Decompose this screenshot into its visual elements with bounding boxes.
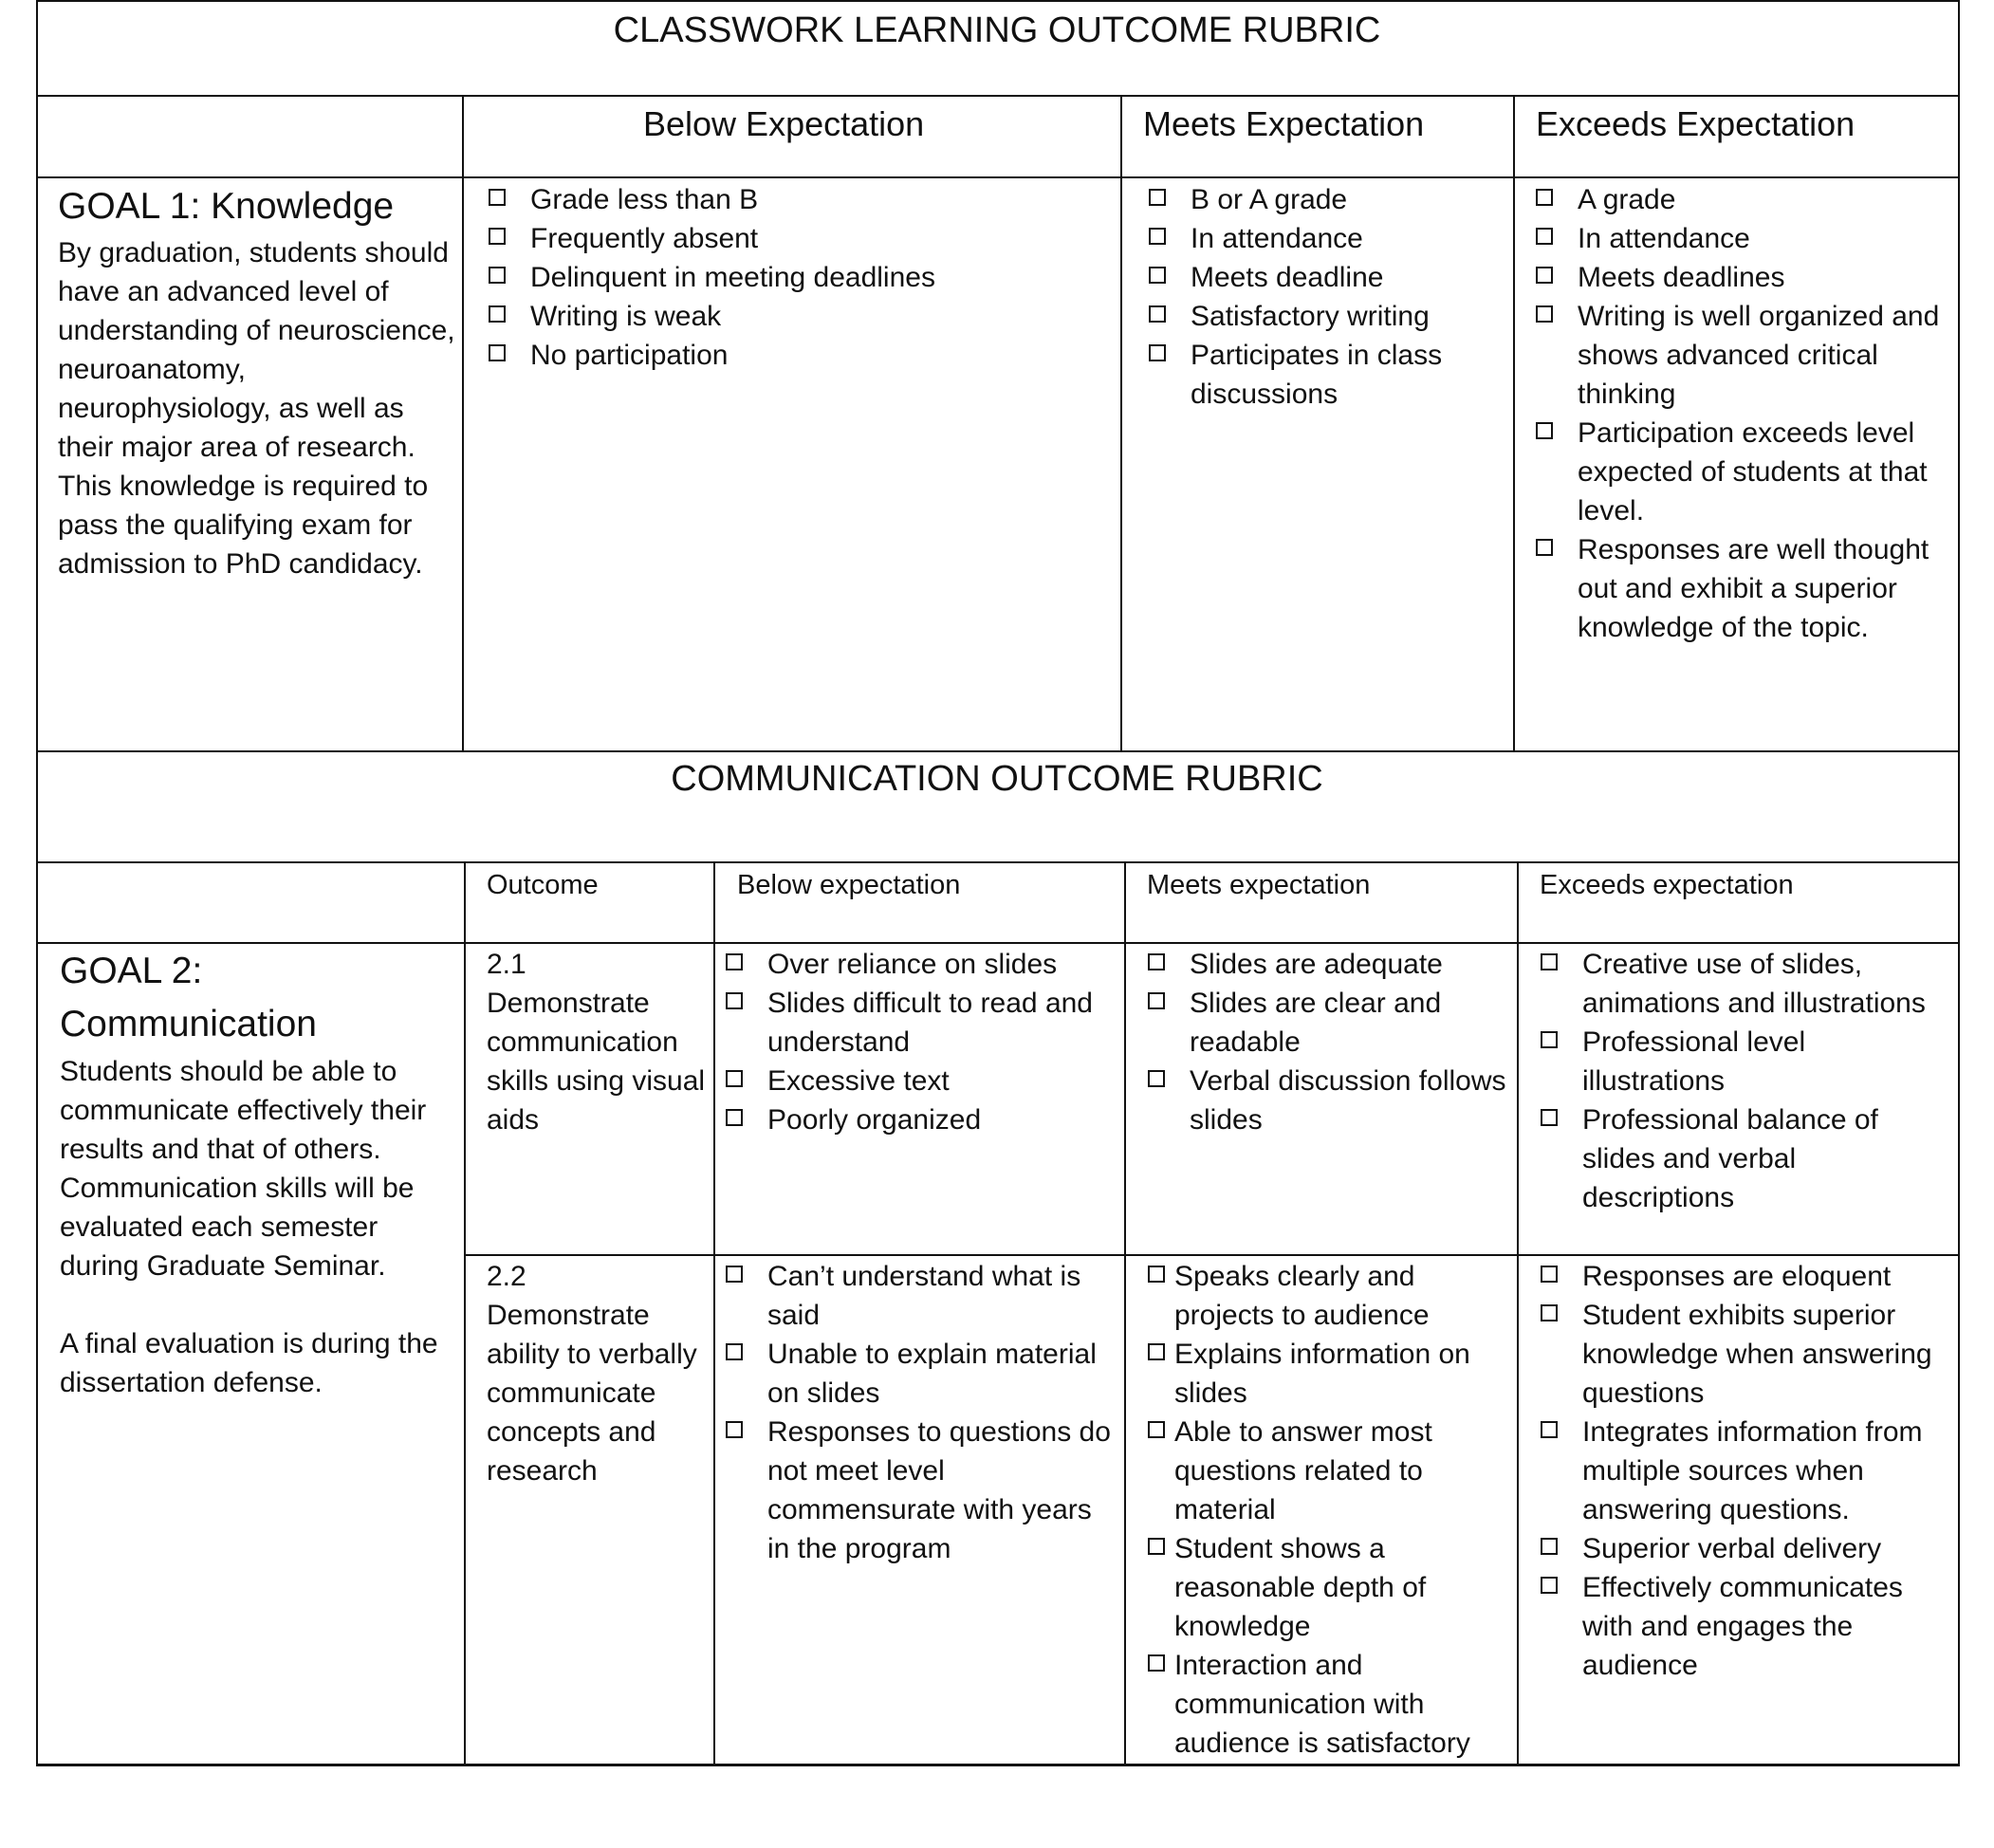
checklist-item-text: Able to answer most questions related to material (1174, 1416, 1432, 1525)
outcome-2-1-number: 2.1 (487, 949, 526, 980)
goal1-description: By graduation, students should have an advanced level of understanding of neuroscience, neuroanatomy, neurophysiology, as well as their major area of research. This knowledge is required to pass the qualifying exam for admission to PhD candidacy. (58, 237, 455, 580)
checklist-item-text: Unable to explain material on slides (767, 1339, 1097, 1409)
checklist-item (1148, 984, 1508, 1062)
checkbox-icon[interactable] (1541, 1031, 1558, 1048)
checkbox-icon[interactable] (489, 267, 506, 284)
checklist-item-text: Professional level illustrations (1582, 1026, 1806, 1097)
goal1-title: GOAL 1: Knowledge (58, 186, 395, 227)
checklist-item (1148, 1529, 1513, 1646)
checkbox-icon[interactable] (726, 953, 743, 970)
checkbox-icon[interactable] (489, 344, 506, 361)
header-exceeds-expectation-comm: Exceeds expectation (1540, 870, 1794, 900)
checklist-item-text: No participation (530, 340, 729, 371)
checkbox-icon[interactable] (1148, 1343, 1165, 1360)
checklist-item (1536, 180, 1953, 219)
checklist-item (726, 1062, 1119, 1100)
checkbox-icon[interactable] (1149, 305, 1166, 323)
checklist-item-text: Creative use of slides, animations and illustrations (1582, 949, 1926, 1019)
checkbox-icon[interactable] (726, 1070, 743, 1087)
checklist-item (1149, 297, 1509, 336)
checklist-item-text: Speaks clearly and projects to audience (1174, 1261, 1430, 1331)
checklist-item-text: Delinquent in meeting deadlines (530, 262, 935, 293)
checklist-item (1148, 1413, 1513, 1529)
checklist-item (1541, 1568, 1953, 1685)
checkbox-icon[interactable] (1148, 1266, 1165, 1283)
checkbox-icon[interactable] (1536, 267, 1553, 284)
border-left (36, 0, 38, 1766)
checkbox-icon[interactable] (1541, 1421, 1558, 1438)
border-comm-col4 (1517, 861, 1519, 1766)
checklist-item-text: Poorly organized (767, 1104, 982, 1136)
checkbox-icon[interactable] (726, 992, 743, 1009)
checklist-item (1536, 414, 1953, 530)
checklist-item-text: Slides are clear and readable (1190, 988, 1442, 1058)
checklist-item-text: Excessive text (767, 1065, 950, 1097)
border-col1 (462, 95, 464, 750)
checkbox-icon[interactable] (1148, 1654, 1165, 1672)
checklist-item (1536, 530, 1953, 647)
checkbox-icon[interactable] (1148, 1070, 1165, 1087)
checklist-item-text: Writing is well organized and shows advanced critical thinking (1578, 301, 1940, 410)
border-top (36, 0, 1958, 2)
checkbox-icon[interactable] (1149, 344, 1166, 361)
checkbox-icon[interactable] (1541, 1266, 1558, 1283)
checkbox-icon[interactable] (1541, 1304, 1558, 1321)
checklist-item (1541, 1100, 1953, 1217)
checklist-item (1149, 219, 1509, 258)
checklist-item (1541, 945, 1953, 1023)
border-col2 (1120, 95, 1122, 750)
border-comm-header-bottom (36, 942, 1958, 944)
border-comm-row-divider (464, 1254, 1958, 1256)
checklist-item (1541, 1529, 1953, 1568)
checklist-item (1148, 1646, 1513, 1763)
checkbox-icon[interactable] (1536, 539, 1553, 556)
checklist-item-text: Grade less than B (530, 184, 759, 215)
checkbox-icon[interactable] (1536, 189, 1553, 206)
checklist-item-text: Participation exceeds level expected of students at that level. (1578, 417, 1928, 527)
checklist-item-text: Verbal discussion follows slides (1190, 1065, 1506, 1136)
checkbox-icon[interactable] (726, 1266, 743, 1283)
checklist-item-text: In attendance (1578, 223, 1750, 254)
checklist-item-text: Responses to questions do not meet level commensurate with years in the program (767, 1416, 1111, 1564)
outcome-2-2-number: 2.2 (487, 1261, 526, 1292)
row2-below-list (726, 1257, 1119, 1568)
checklist-item-text: Explains information on slides (1174, 1339, 1470, 1409)
checklist-item (726, 945, 1119, 984)
row1-meets-list (1148, 945, 1508, 1139)
row1-below-list (726, 945, 1119, 1139)
classwork-meets-list (1149, 180, 1509, 414)
border-col3 (1513, 95, 1515, 750)
checklist-item (489, 180, 1115, 219)
checkbox-icon[interactable] (1541, 1538, 1558, 1555)
checklist-item (489, 219, 1115, 258)
checkbox-icon[interactable] (489, 228, 506, 245)
row2-meets-list (1148, 1257, 1513, 1763)
border-comm-col1 (464, 861, 466, 1766)
border-comm-col3 (1124, 861, 1126, 1766)
outcome-2-1-text: Demonstrate communication skills using visual aids (487, 988, 706, 1136)
checkbox-icon[interactable] (1536, 422, 1553, 439)
checklist-item (1148, 1062, 1508, 1139)
checklist-item-text: Frequently absent (530, 223, 759, 254)
header-meets-expectation: Meets Expectation (1143, 104, 1425, 143)
checklist-item-text: In attendance (1191, 223, 1363, 254)
checkbox-icon[interactable] (726, 1343, 743, 1360)
checklist-item (1536, 258, 1953, 297)
header-exceeds-expectation: Exceeds Expectation (1536, 104, 1856, 143)
checklist-item (726, 1335, 1119, 1413)
checklist-item-text: Writing is weak (530, 301, 722, 332)
goal2-description: Students should be able to communicate effectively their results and that of others. Communication skills will be evaluated each semester during Graduate Seminar. (60, 1056, 427, 1282)
checklist-item (1541, 1023, 1953, 1100)
checklist-item-text: Student exhibits superior knowledge when answering questions (1582, 1300, 1932, 1409)
checkbox-icon[interactable] (1541, 1109, 1558, 1126)
checkbox-icon[interactable] (1148, 1421, 1165, 1438)
checkbox-icon[interactable] (1536, 305, 1553, 323)
checklist-item (1541, 1296, 1953, 1413)
checkbox-icon[interactable] (1148, 992, 1165, 1009)
checklist-item (1149, 258, 1509, 297)
row1-exceeds-list (1541, 945, 1953, 1217)
checklist-item (489, 258, 1115, 297)
checklist-item-text: Meets deadline (1191, 262, 1384, 293)
classwork-title: CLASSWORK LEARNING OUTCOME RUBRIC (613, 10, 1381, 50)
checklist-item (1148, 945, 1508, 984)
checklist-item-text: Effectively communicates with and engages the audience (1582, 1572, 1903, 1681)
checklist-item-text: Participates in class discussions (1191, 340, 1443, 410)
checklist-item-text: Student shows a reasonable depth of knowledge (1174, 1533, 1427, 1642)
row2-exceeds-list (1541, 1257, 1953, 1685)
checklist-item (1536, 219, 1953, 258)
checklist-item-text: Slides are adequate (1190, 949, 1443, 980)
checkbox-icon[interactable] (1149, 267, 1166, 284)
checkbox-icon[interactable] (1149, 228, 1166, 245)
checklist-item-text: Satisfactory writing (1191, 301, 1430, 332)
classwork-exceeds-list (1536, 180, 1953, 647)
outcome-2-2-text: Demonstrate ability to verbally communicate concepts and research (487, 1300, 697, 1487)
checkbox-icon[interactable] (1541, 1577, 1558, 1594)
checklist-item (1541, 1413, 1953, 1529)
header-below-expectation: Below Expectation (643, 104, 925, 143)
goal2-final-evaluation: A final evaluation is during the dissertation defense. (60, 1328, 438, 1398)
border-right (1958, 0, 1960, 1766)
header-outcome: Outcome (487, 870, 599, 900)
checklist-item-text: Meets deadlines (1578, 262, 1785, 293)
checkbox-icon[interactable] (1149, 189, 1166, 206)
checklist-item-text: A grade (1578, 184, 1676, 215)
checkbox-icon[interactable] (1541, 953, 1558, 970)
checklist-item-text: Professional balance of slides and verbal descriptions (1582, 1104, 1878, 1213)
communication-title: COMMUNICATION OUTCOME RUBRIC (671, 759, 1323, 799)
checkbox-icon[interactable] (726, 1109, 743, 1126)
checklist-item (726, 1413, 1119, 1568)
checklist-item (1148, 1257, 1513, 1335)
checklist-item (1536, 297, 1953, 414)
checklist-item-text: Responses are well thought out and exhibit a superior knowledge of the topic. (1578, 534, 1929, 643)
classwork-below-list (489, 180, 1115, 375)
checklist-item (1149, 180, 1509, 219)
checklist-item (726, 1257, 1119, 1335)
checklist-item (726, 1100, 1119, 1139)
checklist-item-text: B or A grade (1191, 184, 1348, 215)
checklist-item-text: Can’t understand what is said (767, 1261, 1081, 1331)
header-below-expectation-comm: Below expectation (737, 870, 961, 900)
checkbox-icon[interactable] (489, 189, 506, 206)
checklist-item-text: Responses are eloquent (1582, 1261, 1892, 1292)
checkbox-icon[interactable] (489, 305, 506, 323)
checklist-item (489, 297, 1115, 336)
border-comm-title-bottom (36, 861, 1958, 863)
checklist-item-text: Superior verbal delivery (1582, 1533, 1882, 1564)
checklist-item (1149, 336, 1509, 414)
border-header-bottom (36, 176, 1958, 178)
border-bottom (36, 1764, 1960, 1766)
checklist-item (726, 984, 1119, 1062)
goal2-title: GOAL 2: Communication (60, 951, 317, 1044)
checklist-item-text: Over reliance on slides (767, 949, 1058, 980)
border-section-divider (36, 750, 1958, 752)
header-meets-expectation-comm: Meets expectation (1147, 870, 1371, 900)
checklist-item (1148, 1335, 1513, 1413)
border-comm-col2 (713, 861, 715, 1766)
checkbox-icon[interactable] (726, 1421, 743, 1438)
border-title-bottom (36, 95, 1958, 97)
checklist-item (489, 336, 1115, 375)
checkbox-icon[interactable] (1536, 228, 1553, 245)
checkbox-icon[interactable] (1148, 1538, 1165, 1555)
checklist-item-text: Interaction and communication with audience is satisfactory (1174, 1650, 1470, 1759)
checklist-item (1541, 1257, 1953, 1296)
checklist-item-text: Slides difficult to read and understand (767, 988, 1093, 1058)
checkbox-icon[interactable] (1148, 953, 1165, 970)
checklist-item-text: Integrates information from multiple sources when answering questions. (1582, 1416, 1923, 1525)
